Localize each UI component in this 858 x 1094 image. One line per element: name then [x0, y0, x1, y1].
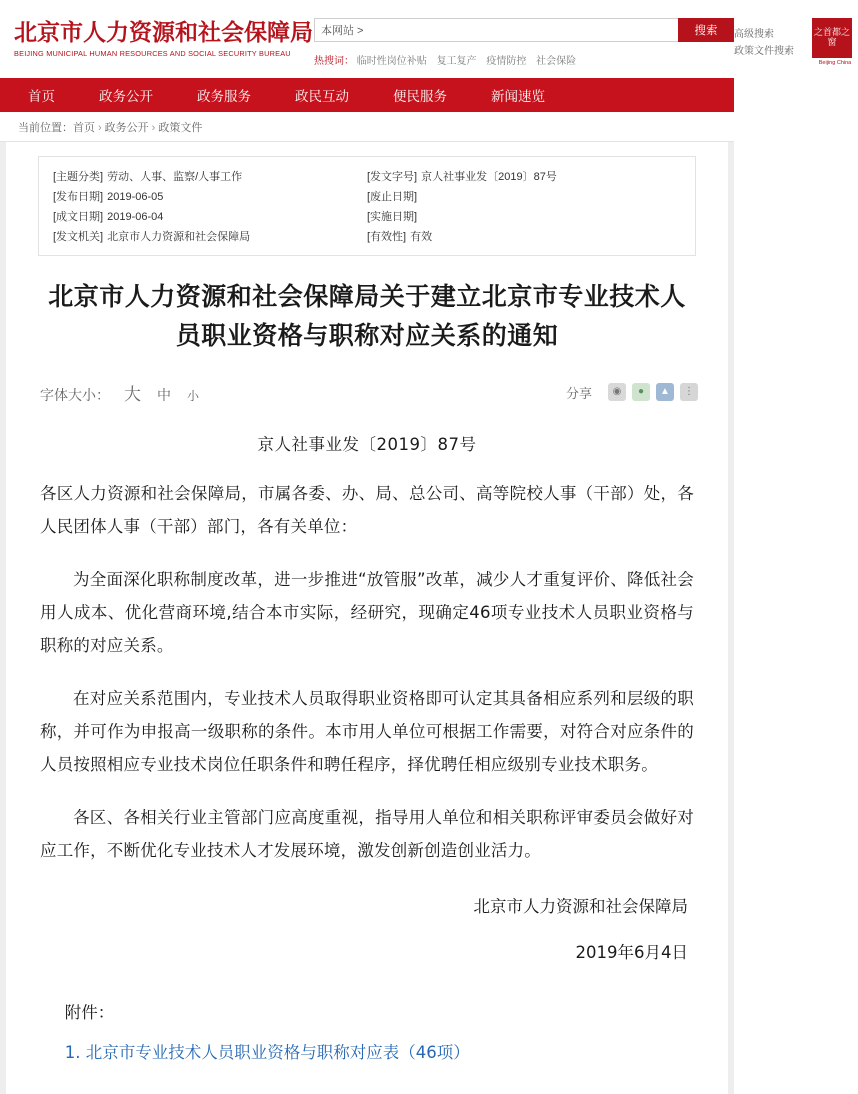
meta-key: [实施日期] — [367, 211, 418, 223]
breadcrumb-item-policy[interactable]: 政策文件 — [158, 121, 203, 134]
meta-value: 2019-06-04 — [107, 211, 164, 223]
meta-effective-date — [367, 207, 681, 227]
meta-value: 有效 — [410, 231, 433, 243]
meta-row — [53, 167, 681, 187]
badge-caption: Beijing China — [818, 60, 852, 66]
logo-text-en: BEIJING MUNICIPAL HUMAN RESOURCES AND SOCIAL SECURITY BUREAU — [14, 49, 291, 59]
weibo-icon[interactable]: ◉ — [608, 383, 626, 401]
more-share-icon[interactable]: ⋮ — [680, 383, 698, 401]
font-size-label: 字体大小： — [40, 386, 110, 403]
meta-value: 2019-06-05 — [107, 191, 164, 203]
breadcrumb-prefix: 当前位置： — [18, 121, 73, 134]
meta-value: 北京市人力资源和社会保障局 — [107, 231, 251, 243]
breadcrumb-separator: › — [98, 121, 102, 134]
search-scope-select[interactable]: 本网站 > — [314, 18, 524, 42]
meta-key: [废止日期] — [367, 191, 418, 203]
meta-subject-category — [53, 167, 367, 187]
breadcrumb — [18, 119, 202, 135]
hot-search-words — [314, 52, 734, 67]
meta-row — [53, 227, 681, 247]
meta-value: 劳动、人事、监察/人事工作 — [107, 171, 243, 183]
meta-written-date — [53, 207, 367, 227]
meta-key: [发文字号] — [367, 171, 418, 183]
nav-item-government-services[interactable]: 政务服务 — [197, 89, 251, 105]
nav-item-public-interaction[interactable]: 政民互动 — [295, 89, 349, 105]
font-size-medium-button[interactable]: 中 — [157, 386, 171, 403]
breadcrumb-separator: › — [151, 121, 156, 134]
meta-box-wrapper — [6, 142, 728, 256]
header-links — [734, 18, 804, 60]
hot-word[interactable]: 复工复产 — [436, 55, 477, 67]
logo-text-cn: 北京市人力资源和社会保障局 — [14, 19, 313, 46]
badge-seal: 之首都之窗 — [812, 18, 852, 58]
nav-item-government-disclosure[interactable]: 政务公开 — [99, 89, 153, 105]
meta-row — [53, 207, 681, 227]
breadcrumb-item-disclosure[interactable]: 政务公开 — [104, 121, 149, 134]
font-size-control — [40, 380, 215, 405]
search-area — [304, 12, 734, 67]
meta-abolish-date — [367, 187, 681, 207]
page-title: 北京市人力资源和社会保障局关于建立北京市专业技术人员职业资格与职称对应关系的通知 — [48, 282, 686, 350]
article-paragraph: 在对应关系范围内，专业技术人员取得职业资格即可认定其具备相应系列和层级的职称，并可作为申报高一级职称的条件。本市用人单位可根据工作需要，对符合对应条件的人员按照相应专业技术岗位任职条件和聘任程序，择优聘任相应级别专业技术职务。 — [40, 688, 694, 774]
main-nav — [0, 78, 734, 112]
article-paragraph: 为全面深化职称制度改革，进一步推进“放管服”改革，减少人才重复评价、降低社会用人成本、优化营商环境,结合本市实际，经研究，现确定46项专业技术人员职业资格与职称的对应关系。 — [40, 569, 694, 655]
article-body — [6, 431, 728, 1094]
attachment-link[interactable]: 1. 北京市专业技术人员职业资格与职称对应表（46项） — [64, 1042, 470, 1062]
meta-publish-date — [53, 187, 367, 207]
breadcrumb-item-home[interactable]: 首页 — [73, 121, 95, 134]
article-paragraph: 各区人力资源和社会保障局，市属各委、办、局、总公司、高等院校人事（干部）处，各人民团体人事（干部）部门，各有关单位： — [40, 483, 694, 536]
meta-key: [有效性] — [367, 231, 407, 243]
nav-item-home[interactable]: 首页 — [28, 89, 55, 105]
content-frame — [0, 142, 734, 1094]
meta-key: [主题分类] — [53, 171, 104, 183]
hot-word[interactable]: 临时性岗位补贴 — [356, 55, 427, 67]
meta-value: 京人社事业发〔2019〕87号 — [421, 171, 557, 183]
search-row — [314, 18, 734, 42]
share-label: 分享 — [565, 385, 592, 401]
nav-item-convenience-services[interactable]: 便民服务 — [393, 89, 447, 105]
meta-key: [发布日期] — [53, 191, 104, 203]
site-logo[interactable] — [14, 19, 313, 59]
attachment-label: 附件： — [64, 1002, 115, 1022]
font-size-small-button[interactable]: 小 — [187, 388, 200, 403]
meta-row — [53, 187, 681, 207]
article-toolbar — [6, 362, 728, 415]
meta-document-number — [367, 167, 681, 187]
meta-issuing-agency — [53, 227, 367, 247]
meta-key: [成文日期] — [53, 211, 104, 223]
policy-search-link[interactable]: 政策文件搜索 — [734, 46, 794, 57]
qq-icon[interactable]: ▲ — [656, 383, 674, 401]
site-header — [0, 0, 852, 78]
search-input[interactable] — [524, 18, 678, 42]
article-paragraph: 各区、各相关行业主管部门应高度重视，指导用人单位和相关职称评审委员会做好对应工作，不断优化专业技术人才发展环境，激发创新创造创业活力。 — [40, 807, 694, 860]
article-signature: 北京市人力资源和社会保障局 — [473, 896, 688, 916]
wechat-icon[interactable]: ● — [632, 383, 650, 401]
hot-word[interactable]: 社会保险 — [536, 55, 577, 67]
share-control — [566, 383, 698, 402]
meta-validity — [367, 227, 681, 247]
search-button[interactable]: 搜索 — [678, 18, 734, 42]
nav-item-news[interactable]: 新闻速览 — [491, 89, 545, 105]
hot-search-label: 热搜词： — [314, 55, 354, 67]
advanced-search-link[interactable]: 高级搜索 — [734, 29, 774, 40]
font-size-large-button[interactable]: 大 — [124, 384, 141, 404]
document-number: 京人社事业发〔2019〕87号 — [257, 434, 477, 454]
hot-word[interactable]: 疫情防控 — [486, 55, 527, 67]
capital-window-badge[interactable] — [812, 12, 858, 66]
breadcrumb-bar — [0, 112, 734, 142]
meta-key: [发文机关] — [53, 231, 104, 243]
article-sign-date: 2019年6月4日 — [575, 942, 688, 962]
document-meta-box — [38, 156, 696, 256]
